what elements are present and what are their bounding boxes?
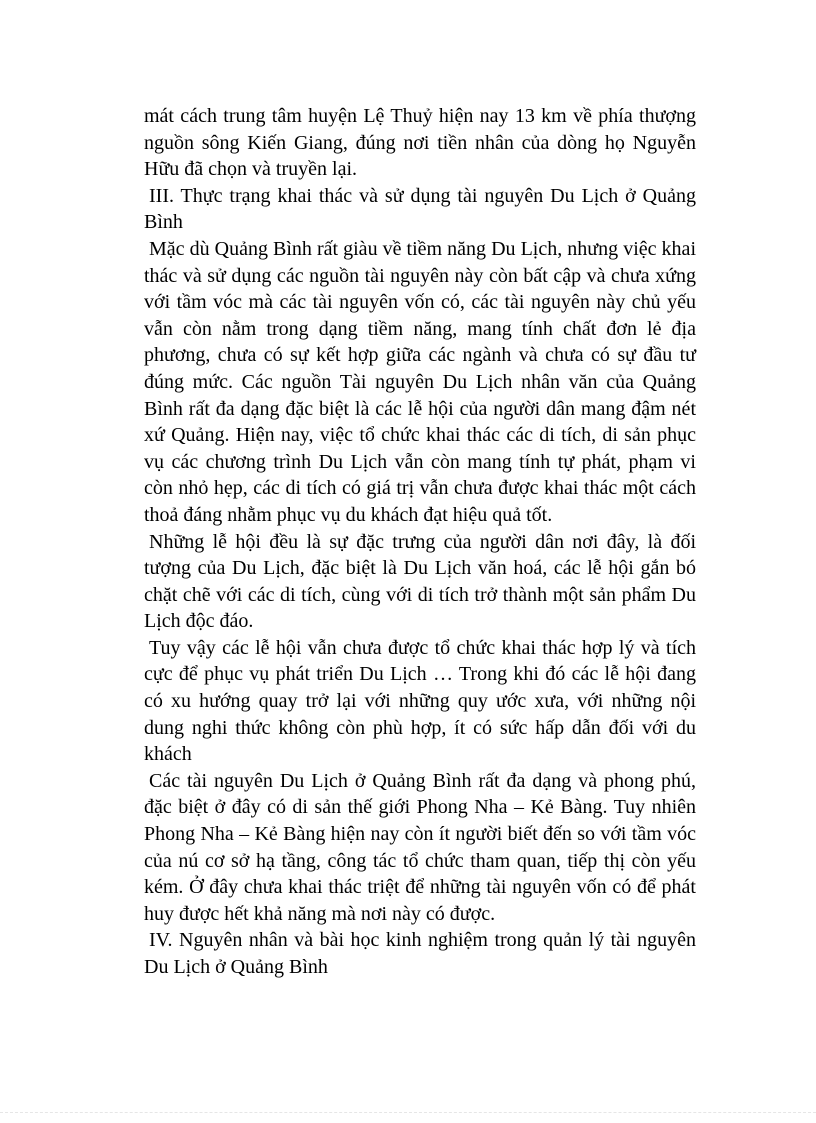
page-bottom-divider [0,1112,816,1113]
section-heading-iv: IV. Nguyên nhân và bài học kinh nghiệm trong quản lý tài nguyên Du Lịch ở Quảng Bình [144,929,696,978]
paragraph-phong-nha: Các tài nguyên Du Lịch ở Quảng Bình rất đa dạng và phong phú, đặc biệt ở đây có di sản thế giới Phong Nha – Kẻ Bàng. Tuy nhiên Phong Nha – Kẻ Bàng hiện nay còn ít người biết đến so với tầm vóc của nú cơ sở hạ tầng, công tác tổ chức tham quan, tiếp thị còn yếu kém. Ở đây chưa khai thác triệt để những tài nguyên vốn có để phát huy được hết khả năng mà nơi này có được. [144,769,696,925]
section-heading-iii: III. Thực trạng khai thác và sử dụng tài nguyên Du Lịch ở Quảng Bình [144,184,696,234]
paragraph-continuation: mát cách trung tâm huyện Lệ Thuỷ hiện nay 13 km về phía thượng nguồn sông Kiến Giang, đúng nơi tiền nhân của dòng họ Nguyễn Hữu đã chọn và truyền lại. [144,105,696,181]
paragraph-festival-issues: Tuy vậy các lễ hội vẫn chưa được tổ chức khai thác hợp lý và tích cực để phục vụ phát triển Du Lịch … Trong khi đó các lễ hội đang có xu hướng quay trở lại với những quy ước xưa, với những nội dung nghi thức không còn phù hợp, ít có sức hấp dẫn đối với du khách [144,636,696,766]
paragraph-resource-status: Mặc dù Quảng Bình rất giàu về tiềm năng Du Lịch, nhưng việc khai thác và sử dụng các nguồn tài nguyên này còn bất cập và chưa xứng với tầm vóc mà các tài nguyên vốn có, các tài nguyên này chủ yếu vẫn còn nằm trong dạng tiềm năng, mang tính chất đơn lẻ địa phương, chưa có sự kết hợp giữa các ngành và chưa có sự đầu tư đúng mức. Các nguồn Tài nguyên Du Lịch nhân văn của Quảng Bình rất đa dạng đặc biệt là các lễ hội của người dân mang đậm nét xứ Quảng. Hiện nay, việc tổ chức khai thác các di tích, di sản phục vụ các chương trình Du Lịch vẫn còn mang tính tự phát, phạm vi còn nhỏ hẹp, các di tích có giá trị vẫn chưa được khai thác một cách thoả đáng nhằm phục vụ du khách đạt hiệu quả tốt. [144,237,696,526]
document-body [144,103,696,981]
paragraph-festivals: Những lễ hội đều là sự đặc trưng của người dân nơi đây, là đối tượng của Du Lịch, đặc biệt là Du Lịch văn hoá, các lễ hội gắn bó chặt chẽ với các di tích, cùng với di tích trở thành một sản phẩm Du Lịch độc đáo. [144,530,696,633]
